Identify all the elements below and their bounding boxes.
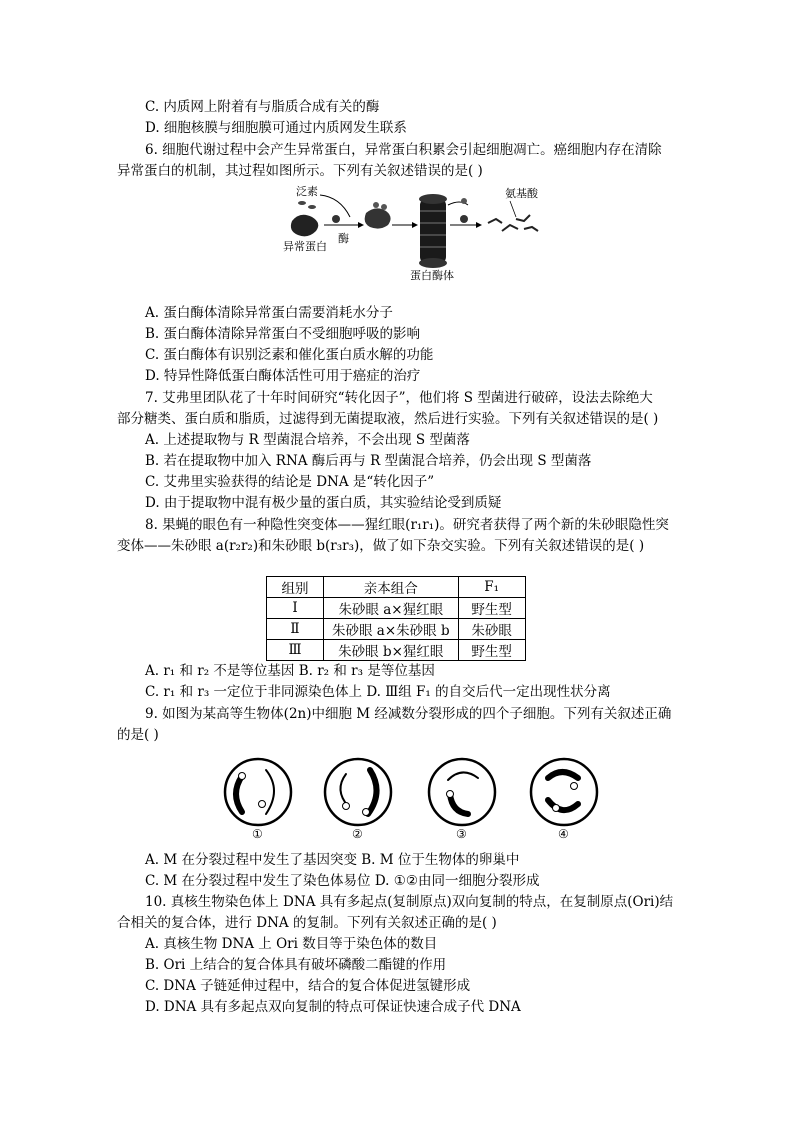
q9-option-cd: C. M 在分裂过程中发生了染色体易位 D. ①②由同一细胞分裂形成: [145, 873, 540, 889]
table-row: [267, 598, 526, 619]
cell-label: ①: [252, 827, 263, 841]
cell-label: ④: [558, 827, 569, 841]
q10-option-d: D. DNA 具有多起点双向复制的特点可保证快速合成子代 DNA: [145, 999, 521, 1015]
table-cell: 朱砂眼 b×猩红眼: [324, 640, 459, 661]
cell-1: [225, 759, 291, 825]
q7-option-c: C. 艾弗里实验获得的结论是 DNA 是“转化因子”: [145, 474, 435, 490]
cell-2: [325, 759, 391, 825]
q9-stem-line2: 的是( ): [117, 727, 159, 743]
q7-option-d: D. 由于提取物中混有极少量的蛋白质，其实验结论受到质疑: [145, 495, 502, 511]
q7-option-b: B. 若在提取物中加入 RNA 酶后再与 R 型菌混合培养，仍会出现 S 型菌落: [145, 453, 592, 469]
q6-option-a: A. 蛋白酶体清除异常蛋白需要消耗水分子: [145, 305, 393, 321]
table-header-row: [267, 577, 526, 598]
abnormal-protein-blob: [291, 215, 318, 237]
q9-stem-line1: 9. 如图为某高等生物体(2n)中细胞 M 经减数分裂形成的四个子细胞。下列有关叙述正确: [145, 706, 672, 722]
q10-stem-line2: 合相关的复合体，进行 DNA 的复制。下列有关叙述正确的是( ): [117, 915, 497, 931]
proteasome-cylinder: [419, 194, 447, 268]
label-enzyme: 酶: [338, 232, 349, 245]
table-row: [267, 619, 526, 640]
q9-option-ab: A. M 在分裂过程中发生了基因突变 B. M 位于生物体的卵巢中: [145, 852, 520, 868]
label-ubiquitin: 泛素: [296, 185, 318, 198]
q6-option-b: B. 蛋白酶体清除异常蛋白不受细胞呼吸的影响: [145, 326, 421, 342]
q5-option-d: D. 细胞核膜与细胞膜可通过内质网发生联系: [145, 120, 407, 136]
q8-option-cd: C. r₁ 和 r₃ 一定位于非同源染色体上 D. Ⅲ组 F₁ 的自交后代一定出现性状分离: [145, 684, 611, 700]
table-cell: 朱砂眼 a×朱砂眼 b: [324, 619, 459, 640]
cell-label: ②: [352, 827, 363, 841]
q5-option-c: C. 内质网上附着有与脂质合成有关的酶: [145, 99, 380, 115]
amino-acid-fragments: [488, 215, 538, 231]
label-proteasome: 蛋白酶体: [410, 269, 454, 282]
table-cell: Ⅰ: [267, 598, 324, 619]
q10-option-c: C. DNA 子链延伸过程中，结合的复合体促进氢键形成: [145, 978, 471, 994]
q6-option-c: C. 蛋白酶体有识别泛素和催化蛋白质水解的功能: [145, 347, 434, 363]
cross-table: [266, 576, 526, 661]
proteasome-figure: [280, 183, 560, 283]
q8-option-ab: A. r₁ 和 r₂ 不是等位基因 B. r₂ 和 r₃ 是等位基因: [145, 663, 435, 679]
ubiquitin-marks: [298, 201, 316, 209]
table-header: 组别: [267, 577, 324, 598]
q8-stem-line2: 变体——朱砂眼 a(r₂r₂)和朱砂眼 b(r₃r₃)，做了如下杂交实验。下列有关叙述错误的是( ): [117, 538, 645, 554]
q10-option-b: B. Ori 上结合的复合体具有破坏磷酸二酯键的作用: [145, 957, 447, 973]
table-cell: 朱砂眼 a×猩红眼: [324, 598, 459, 619]
enzyme-icon: [332, 215, 340, 223]
q7-option-a: A. 上述提取物与 R 型菌混合培养，不会出现 S 型菌落: [145, 432, 470, 448]
q7-stem-line2: 部分糖类、蛋白质和脂质，过滤得到无菌提取液，然后进行实验。下列有关叙述错误的是( ): [117, 411, 659, 427]
q10-option-a: A. 真核生物 DNA 上 Ori 数目等于染色体的数目: [145, 936, 438, 952]
q6-stem-line2: 异常蛋白的机制，其过程如图所示。下列有关叙述错误的是( ): [117, 163, 483, 179]
table-cell: Ⅱ: [267, 619, 324, 640]
table-cell: 野生型: [458, 598, 525, 619]
table-cell: Ⅲ: [267, 640, 324, 661]
cell-label: ③: [456, 827, 467, 841]
table-cell: 野生型: [458, 640, 525, 661]
q7-stem-line1: 7. 艾弗里团队花了十年时间研究“转化因子”，他们将 S 型菌进行破碎，设法去除绝大: [145, 390, 653, 406]
table-header: F₁: [458, 577, 525, 598]
tagged-protein-blob: [365, 208, 391, 228]
table-header: 亲本组合: [324, 577, 459, 598]
cell-4: [531, 759, 597, 825]
q8-stem-line1: 8. 果蝇的眼色有一种隐性突变体——猩红眼(r₁r₁)。研究者获得了两个新的朱砂眼隐性突: [145, 517, 669, 533]
q6-option-d: D. 特异性降低蛋白酶体活性可用于癌症的治疗: [145, 368, 421, 384]
label-amino-acid: 氨基酸: [505, 187, 538, 200]
q10-stem-line1: 10. 真核生物染色体上 DNA 具有多起点(复制原点)双向复制的特点，在复制原点(Ori)结: [145, 894, 674, 910]
table-row: [267, 640, 526, 661]
daughter-cells-figure: [222, 756, 607, 846]
q6-stem-line1: 6. 细胞代谢过程中会产生异常蛋白，异常蛋白积累会引起细胞凋亡。癌细胞内存在清除: [145, 142, 662, 158]
cell-3: [429, 759, 495, 825]
label-abnormal-protein: 异常蛋白: [283, 240, 327, 253]
table-cell: 朱砂眼: [458, 619, 525, 640]
